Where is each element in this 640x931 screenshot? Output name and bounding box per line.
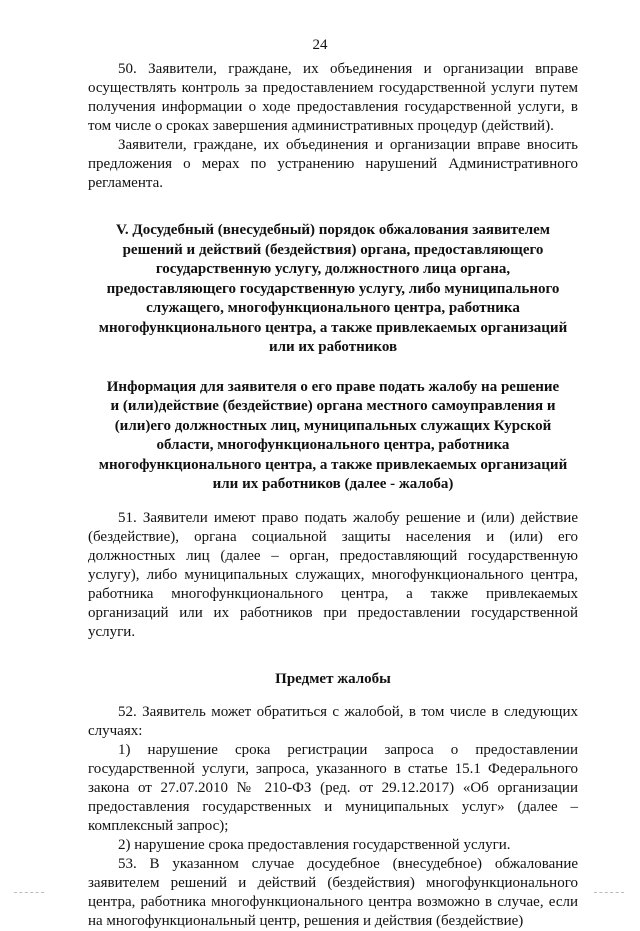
section-heading-line: или их работников bbox=[268, 339, 398, 355]
info-heading-line: или их работников (далее - жалоба) bbox=[212, 476, 454, 492]
subject-heading: Предмет жалобы bbox=[275, 670, 391, 687]
paragraph-52-item-2: 2) нарушение срока предоставления государственной услуги. bbox=[118, 837, 511, 853]
section-heading bbox=[88, 221, 578, 358]
document-body bbox=[88, 60, 578, 931]
paragraph-51: 51. Заявители имеют право подать жалобу решение и (или) действие (бездействие), органа социальной защиты населения и (или) его должностных лиц (далее – орган, предоставляющий государственную услугу), либо муниципальных служащих, многофункционального центра, работника многофункционального центра, а также привлекаемых организаций или их работников при предоставлении государственной услуги. bbox=[88, 509, 578, 640]
section-heading-line: V. Досудебный (внесудебный) порядок обжалования заявителем bbox=[115, 222, 551, 238]
info-heading-line: и (или)действие (бездействие) органа местного самоуправления и bbox=[110, 398, 556, 414]
info-heading-line: Информация для заявителя о его праве подать жалобу на решение bbox=[106, 378, 560, 395]
page-number: 24 bbox=[312, 37, 328, 53]
paragraph-52-item-1: 1) нарушение срока регистрации запроса о предоставлении государственной услуги, запроса, указанного в статье 15.1 Федерального закона от 27.07.2010 № 210-ФЗ (ред. от 29.12.2017) «Об организации предоставления государственных и муниципальных услуг» (далее – комплексный запрос); bbox=[88, 742, 578, 834]
info-heading-line: области, многофункционального центра, работника bbox=[156, 437, 510, 453]
info-heading-line: (или)его должностных лиц, муниципальных служащих Курской bbox=[114, 417, 552, 434]
paragraph-50: 50. Заявители, граждане, их объединения и организации вправе осуществлять контроль за предоставлением государственной услуги путем получения информации о ходе предоставления государственной услуги, в том числе о сроках завершения административных процедур (действий). bbox=[88, 61, 578, 134]
info-heading-line: многофункционального центра, а также привлекаемых организаций bbox=[98, 456, 568, 473]
section-heading-line: решений и действий (бездействия) органа, предоставляющего bbox=[122, 241, 544, 258]
info-heading bbox=[88, 378, 578, 495]
section-heading-line: государственную услугу, должностного лица органа, bbox=[155, 261, 511, 277]
paragraph-50-continued: Заявители, граждане, их объединения и организации вправе вносить предложения о мерах по устранению нарушений Административного регламента. bbox=[88, 137, 578, 191]
scan-edge-mark bbox=[594, 892, 624, 895]
paragraph-53: 53. В указанном случае досудебное (внесудебное) обжалование заявителем решений и действий (бездействия) многофункционального центра, работника многофункционального центра возможно в случае, если на многофункциональный центр, решения и действия (бездействие) bbox=[88, 856, 578, 929]
section-heading-line: предоставляющего государственную услугу, либо муниципального bbox=[106, 280, 560, 297]
section-heading-line: служащего, многофункционального центра, работника bbox=[146, 300, 520, 316]
section-heading-line: многофункционального центра, а также привлекаемых организаций bbox=[98, 319, 568, 336]
paragraph-52: 52. Заявитель может обратиться с жалобой, в том числе в следующих случаях: bbox=[88, 704, 578, 739]
scan-edge-mark bbox=[14, 892, 44, 895]
